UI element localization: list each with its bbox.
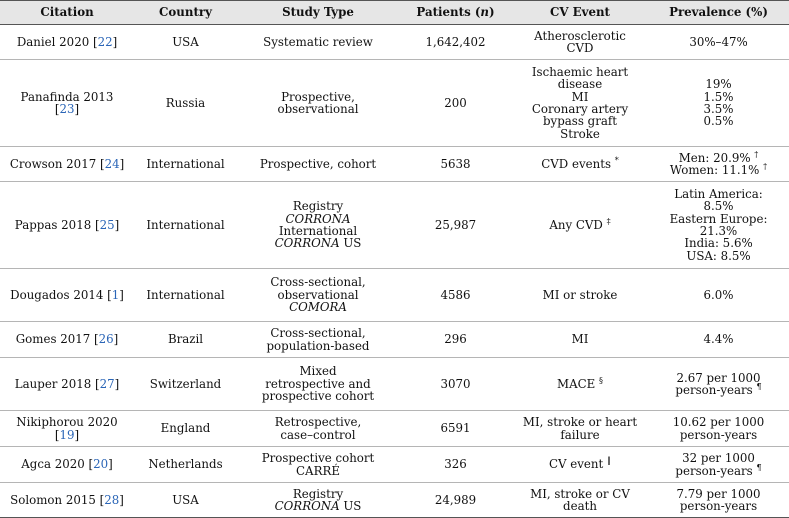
study-type-cell: Systematic review <box>237 25 399 60</box>
citation-cell: Lauper 2018 [27] <box>0 358 134 411</box>
citation-cell: Crowson 2017 [24] <box>0 147 134 182</box>
study-type-cell: Registry CORRONA International CORRONA US <box>237 182 399 269</box>
citation-cell: Gomes 2017 [26] <box>0 322 134 358</box>
citation-cell: Nikiphorou 2020 [19] <box>0 411 134 447</box>
table-row <box>0 147 789 182</box>
table-row <box>0 411 789 447</box>
cv-event-cell: CVD events * <box>512 147 648 182</box>
patients-cell: 1,642,402 <box>399 25 512 60</box>
footnote-mark: ¶ <box>756 382 762 392</box>
header-prevalence: Prevalence (%) <box>648 1 789 25</box>
cv-event-cell: MACE § <box>512 358 648 411</box>
header-row <box>0 1 789 25</box>
reference-link[interactable]: 28 <box>104 492 120 507</box>
study-type-cell: Mixed retrospective and prospective cohort <box>237 358 399 411</box>
table-row <box>0 358 789 411</box>
citation-cell: Dougados 2014 [1] <box>0 269 134 322</box>
header-study-type: Study Type <box>237 1 399 25</box>
country-cell: England <box>134 411 237 447</box>
prevalence-cell: 30%–47% <box>648 25 789 60</box>
cv-event-cell: MI <box>512 322 648 358</box>
prevalence-cell: 10.62 per 1000 person-years <box>648 411 789 447</box>
patients-cell: 296 <box>399 322 512 358</box>
table-row <box>0 182 789 269</box>
prevalence-cell: Latin America: 8.5% Eastern Europe: 21.3% India: 5.6% USA: 8.5% <box>648 182 789 269</box>
country-cell: Russia <box>134 60 237 147</box>
footnote-mark: ‡ <box>606 216 611 226</box>
reference-link[interactable]: 19 <box>59 427 75 442</box>
citation-cell: Pappas 2018 [25] <box>0 182 134 269</box>
footnote-mark: § <box>599 375 603 385</box>
prevalence-cell: Men: 20.9% † Women: 11.1% † <box>648 147 789 182</box>
table-row <box>0 483 789 518</box>
patients-cell: 4586 <box>399 269 512 322</box>
patients-cell: 25,987 <box>399 182 512 269</box>
study-type-cell: Registry CORRONA US <box>237 483 399 518</box>
reference-link[interactable]: 26 <box>98 332 114 347</box>
cv-event-cell: MI, stroke or heart failure <box>512 411 648 447</box>
country-cell: International <box>134 147 237 182</box>
footnote-mark: ¶ <box>756 462 762 472</box>
patients-cell: 326 <box>399 447 512 483</box>
prevalence-cell: 7.79 per 1000 person-years <box>648 483 789 518</box>
patients-cell: 5638 <box>399 147 512 182</box>
country-cell: Netherlands <box>134 447 237 483</box>
cv-event-cell: MI or stroke <box>512 269 648 322</box>
cv-event-cell: Any CVD ‡ <box>512 182 648 269</box>
prevalence-cell: 19% 1.5% 3.5% 0.5% <box>648 60 789 147</box>
header-country: Country <box>134 1 237 25</box>
reference-link[interactable]: 1 <box>111 287 120 302</box>
prevalence-cell: 6.0% <box>648 269 789 322</box>
table-row <box>0 269 789 322</box>
footnote-mark: * <box>614 155 619 165</box>
table-row <box>0 447 789 483</box>
prevalence-cell: 4.4% <box>648 322 789 358</box>
citation-cell: Panafinda 2013 [23] <box>0 60 134 147</box>
study-type-cell: Cross-sectional, observational COMORA <box>237 269 399 322</box>
header-patients: Patients (n) <box>399 1 512 25</box>
reference-link[interactable]: 27 <box>99 376 115 391</box>
prevalence-cell: 2.67 per 1000 person-years ¶ <box>648 358 789 411</box>
table-row <box>0 60 789 147</box>
patients-cell: 6591 <box>399 411 512 447</box>
footnote-mark: ‖ <box>607 456 611 466</box>
patients-cell: 200 <box>399 60 512 147</box>
table-row <box>0 322 789 358</box>
patients-cell: 3070 <box>399 358 512 411</box>
country-cell: USA <box>134 483 237 518</box>
study-type-cell: Prospective, observational <box>237 60 399 147</box>
reference-link[interactable]: 25 <box>99 217 115 232</box>
prevalence-cell: 32 per 1000 person-years ¶ <box>648 447 789 483</box>
country-cell: USA <box>134 25 237 60</box>
reference-link[interactable]: 24 <box>104 156 120 171</box>
reference-link[interactable]: 20 <box>93 457 109 472</box>
table-row <box>0 25 789 60</box>
cv-event-cell: Ischaemic heart disease MI Coronary artery bypass graft Stroke <box>512 60 648 147</box>
country-cell: International <box>134 182 237 269</box>
header-citation: Citation <box>0 1 134 25</box>
patients-cell: 24,989 <box>399 483 512 518</box>
footnote-mark: † <box>763 162 768 172</box>
citation-cell: Daniel 2020 [22] <box>0 25 134 60</box>
reference-link[interactable]: 23 <box>59 102 75 116</box>
footnote-mark: † <box>754 149 759 159</box>
study-type-cell: Prospective, cohort <box>237 147 399 182</box>
header-cv-event: CV Event <box>512 1 648 25</box>
study-type-cell: Prospective cohort CARRÉ <box>237 447 399 483</box>
country-cell: Brazil <box>134 322 237 358</box>
reference-link[interactable]: 22 <box>97 34 113 49</box>
cv-event-cell: CV event ‖ <box>512 447 648 483</box>
country-cell: International <box>134 269 237 322</box>
study-type-cell: Cross-sectional, population-based <box>237 322 399 358</box>
cv-event-cell: MI, stroke or CV death <box>512 483 648 518</box>
study-type-cell: Retrospective, case–control <box>237 411 399 447</box>
citation-cell: Agca 2020 [20] <box>0 447 134 483</box>
country-cell: Switzerland <box>134 358 237 411</box>
citation-cell: Solomon 2015 [28] <box>0 483 134 518</box>
cv-event-cell: Atherosclerotic CVD <box>512 25 648 60</box>
